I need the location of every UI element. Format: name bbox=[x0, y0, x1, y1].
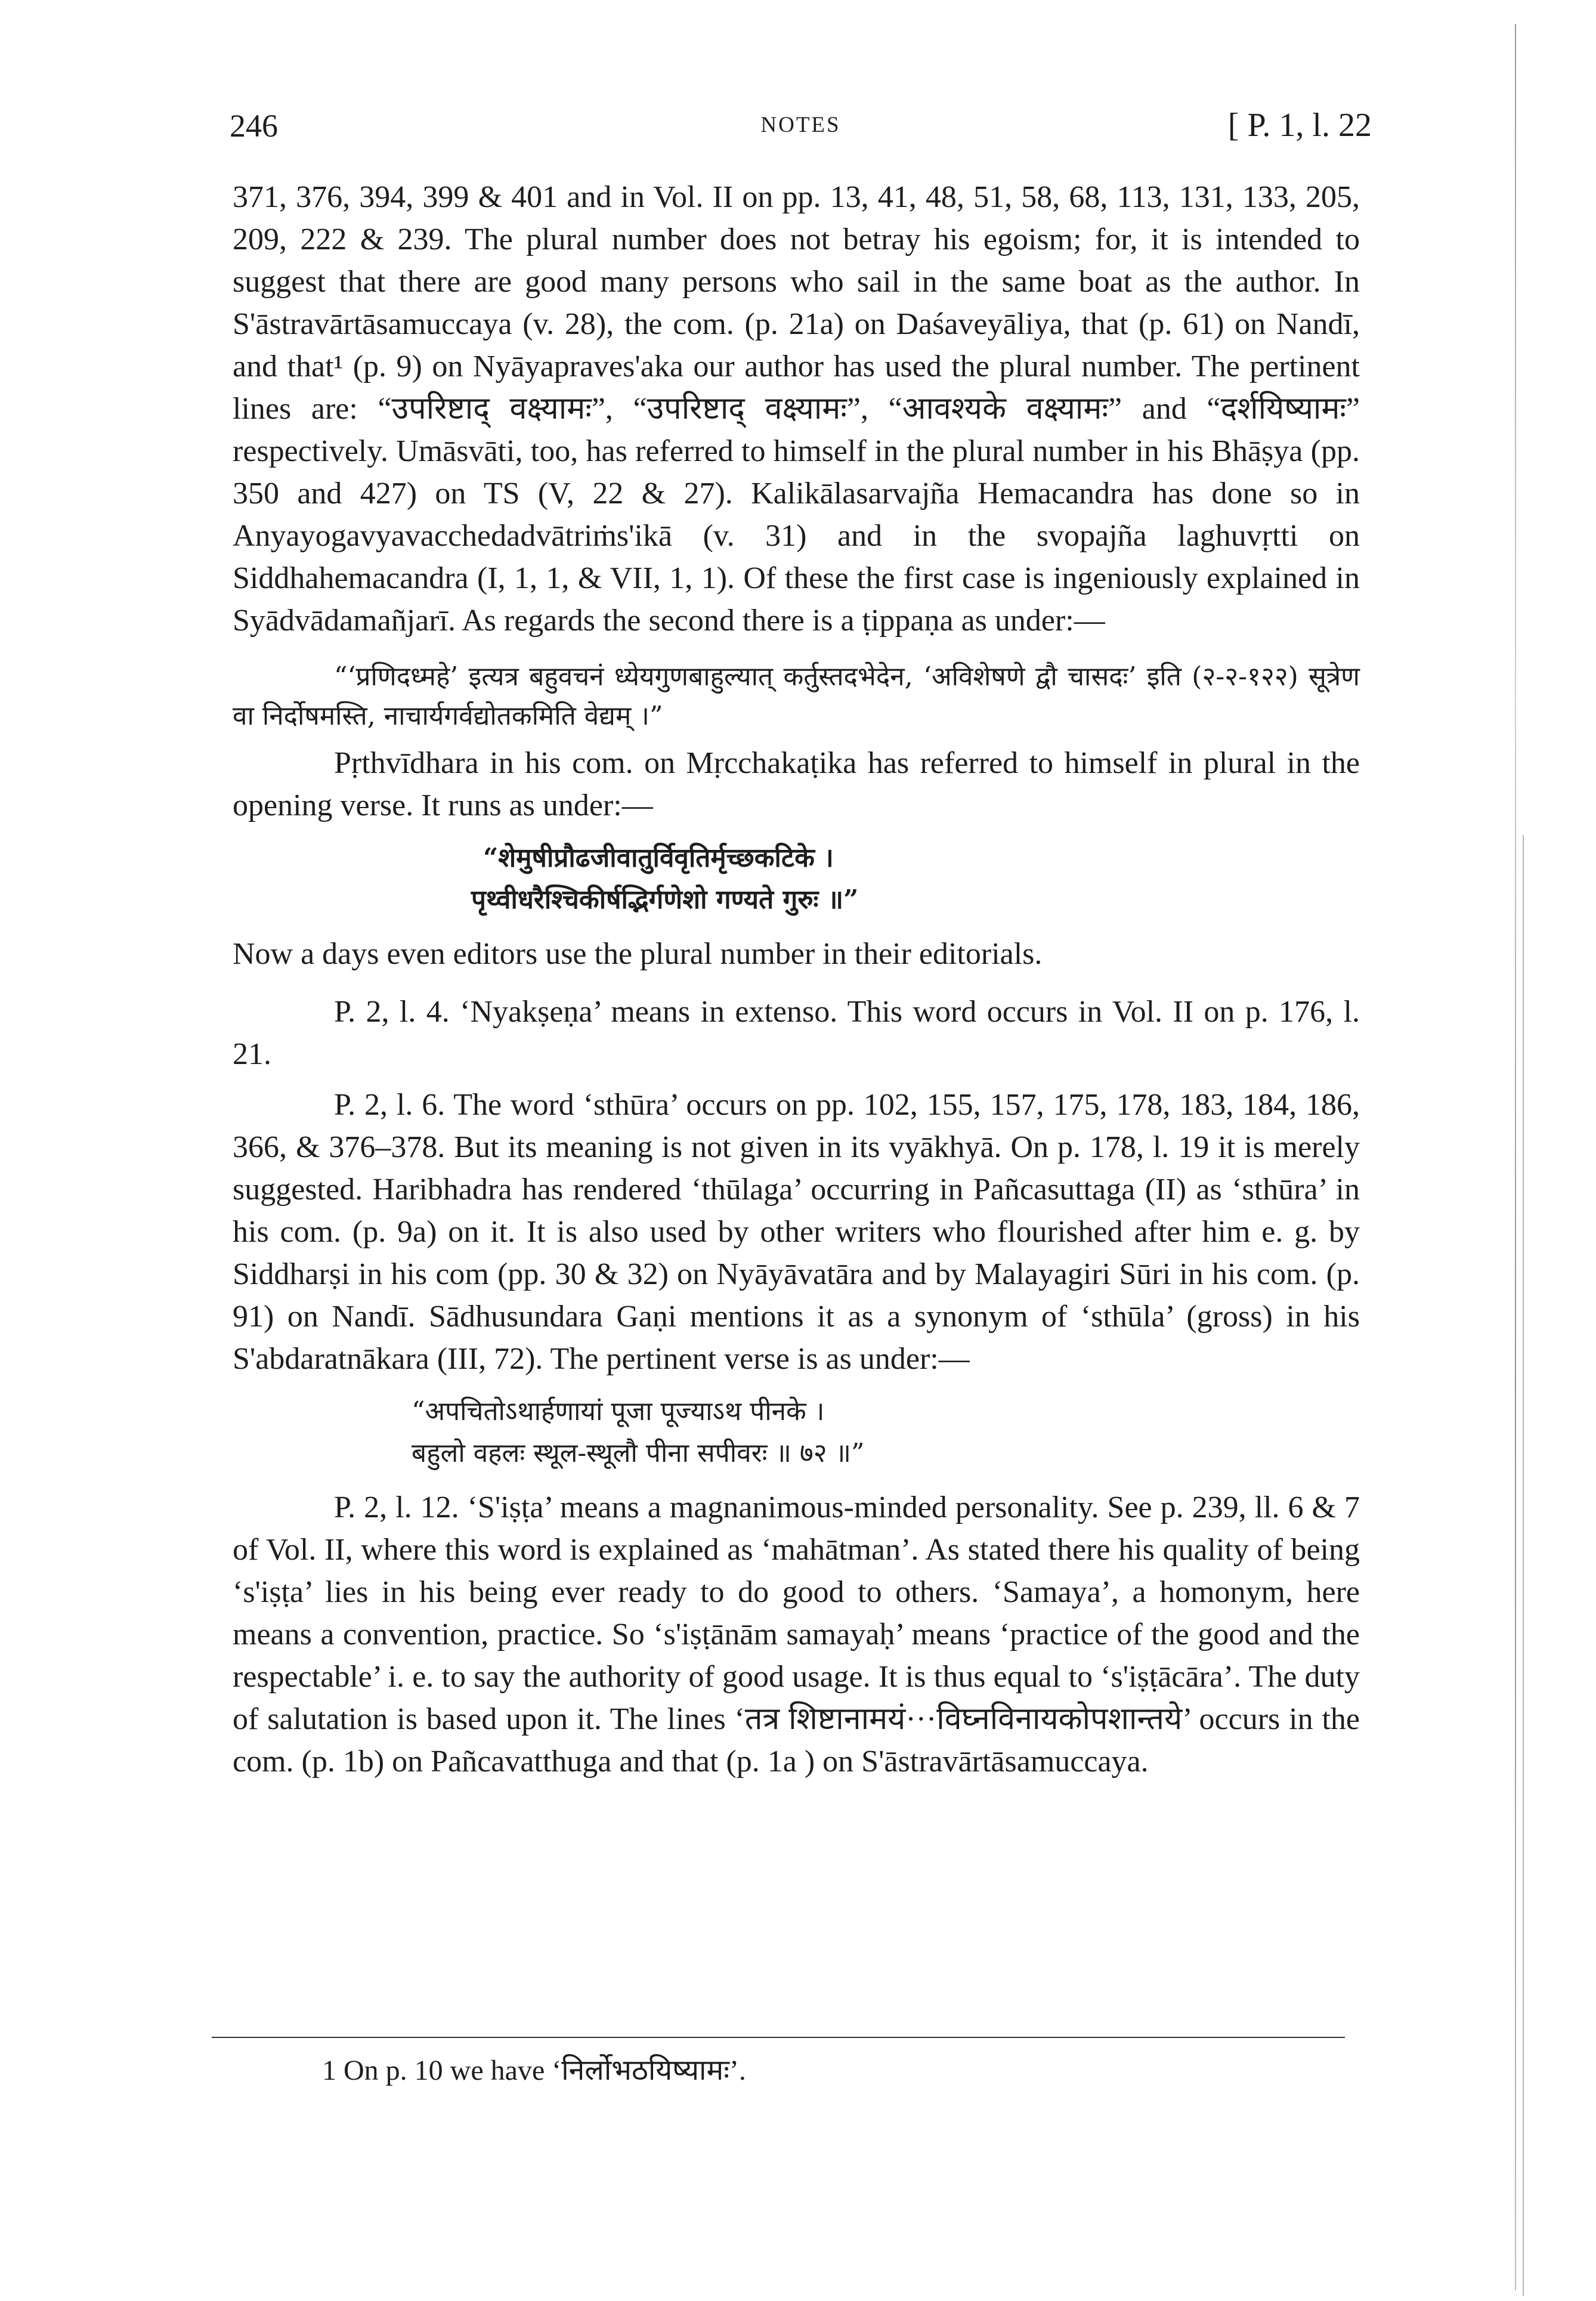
verse-line: “अपचितोऽथार्हणायां पूजा पूज्याऽथ पीनके । bbox=[412, 1396, 825, 1427]
paragraph-editors: Now a days even editors use the plural number in their editorials. bbox=[233, 937, 1043, 971]
footnote: 1 On p. 10 we have ‘निर्लोभठयिष्यामः’. bbox=[322, 2055, 746, 2086]
tippana-text: “‘प्रणिदध्महे’ इत्यत्र बहुवचनं ध्येयगुणबाहुल्यात् कर्तुस्तदभेदेन, ‘अविशेषणे द्वौ चासदः’ इति (२-२-१२२) सूत्रेण वा निर्दोषमस्ति, नाचार्यगर्वद्योतकमिति वेद्यम् ।” bbox=[233, 661, 1360, 731]
page-reference: [ P. 1, l. 22 bbox=[1227, 107, 1372, 144]
verse-sabdaratnakara bbox=[233, 1391, 1360, 1474]
verse-line: पृथ्वीधरैश्चिकीर्षद्भिर्गणेशो गण्यते गुरुः ॥” bbox=[471, 884, 859, 915]
page-number: 246 bbox=[230, 108, 278, 144]
paragraph-continuation: 371, 376, 394, 399 & 401 and in Vol. II on pp. 13, 41, 48, 51, 58, 68, 113, 131, 133, 205, 209, 222 & 239. The plural number does not betray his egoism; for, it is intended to suggest that there are good many persons who sail in the same boat as the author. In S'āstravārtāsamuccaya (v. 28), the com. (p. 21a) on Daśaveyāliya, that (p. 61) on Nandī, and that¹ (p. 9) on Nyāyapraves'aka our author has used the plural number. The pertinent lines are: “उपरिष्टाद् वक्ष्यामः”, “उपरिष्टाद् वक्ष्यामः”, “आवश्यके वक्ष्यामः” and “दर्शयिष्यामः” respectively. Umāsvāti, too, has referred to himself in the plural number in his Bhāṣya (pp. 350 and 427) on TS (V, 22 & 27). Kalikālasarvajña Hemacandra has done so in Anyayogavyavacchedadvātriṁs'ikā (v. 31) and in the svopajña laghuvṛtti on Siddhahemacandra (I, 1, 1, & VII, 1, 1). Of these the first case is ingeniously explained in Syādvādamañjarī. As regards the second there is a ṭippaṇa as under:— bbox=[233, 180, 1360, 638]
verse-line: “शेमुषीप्रौढजीवातुर्विवृतिर्मृच्छकटिके । bbox=[483, 843, 834, 873]
footnote-divider bbox=[212, 2037, 1345, 2038]
verse-line: बहुलो वहलः स्थूल-स्थूलौ पीना सपीवरः ॥ ७२ ॥” bbox=[412, 1438, 865, 1468]
paragraph-prthvidhara: Pṛthvīdhara in his com. on Mṛcchakaṭika has referred to himself in plural in the opening verse. It runs as under:— bbox=[233, 746, 1360, 822]
scan-page-edge bbox=[1515, 24, 1516, 2290]
page-header bbox=[230, 101, 1372, 155]
tippana-quote bbox=[233, 657, 1360, 736]
main-text bbox=[233, 176, 1360, 1783]
note-p2-l4: P. 2, l. 4. ‘Nyakṣeṇa’ means in extenso. This word occurs in Vol. II on p. 176, l. 21. bbox=[233, 995, 1360, 1071]
scan-page-edge-inner bbox=[1523, 835, 1524, 2296]
running-title: NOTES bbox=[760, 113, 841, 137]
note-p2-l12: P. 2, l. 12. ‘S'iṣṭa’ means a magnanimous-minded personality. See p. 239, ll. 6 & 7 of Vol. II, where this word is explained as ‘mahātman’. As stated there his quality of being ‘s'iṣṭa’ lies in his being ever ready to do good to others. ‘Samaya’, a homonym, here means a convention, practice. So ‘s'iṣṭānām samayaḥ’ means ‘practice of the good and the respectable’ i. e. to say the authority of good usage. It is thus equal to ‘s'iṣṭācāra’. The duty of salutation is based upon it. The lines ‘तत्र शिष्टानामयं···विघ्नविनायकोपशान्तये’ occurs in the com. (p. 1b) on Pañcavatthuga and that (p. 1a ) on S'āstravārtāsamuccaya. bbox=[233, 1490, 1360, 1779]
note-p2-l6: P. 2, l. 6. The word ‘sthūra’ occurs on pp. 102, 155, 157, 175, 178, 183, 184, 186, 366, & 376–378. But its meaning is not given in its vyākhyā. On p. 178, l. 19 it is merely suggested. Haribhadra has rendered ‘thūlaga’ occurring in Pañcasuttaga (II) as ‘sthūra’ in his com. (p. 9a) on it. It is also used by other writers who flourished after him e. g. by Siddharṣi in his com (pp. 30 & 32) on Nyāyāvatāra and by Malayagiri Sūri in his com. (p. 91) on Nandī. Sādhusundara Gaṇi mentions it as a synonym of ‘sthūla’ (gross) in his S'abdaratnākara (III, 72). The pertinent verse is as under:— bbox=[233, 1088, 1360, 1376]
verse-mrcchakatika bbox=[233, 837, 1360, 921]
